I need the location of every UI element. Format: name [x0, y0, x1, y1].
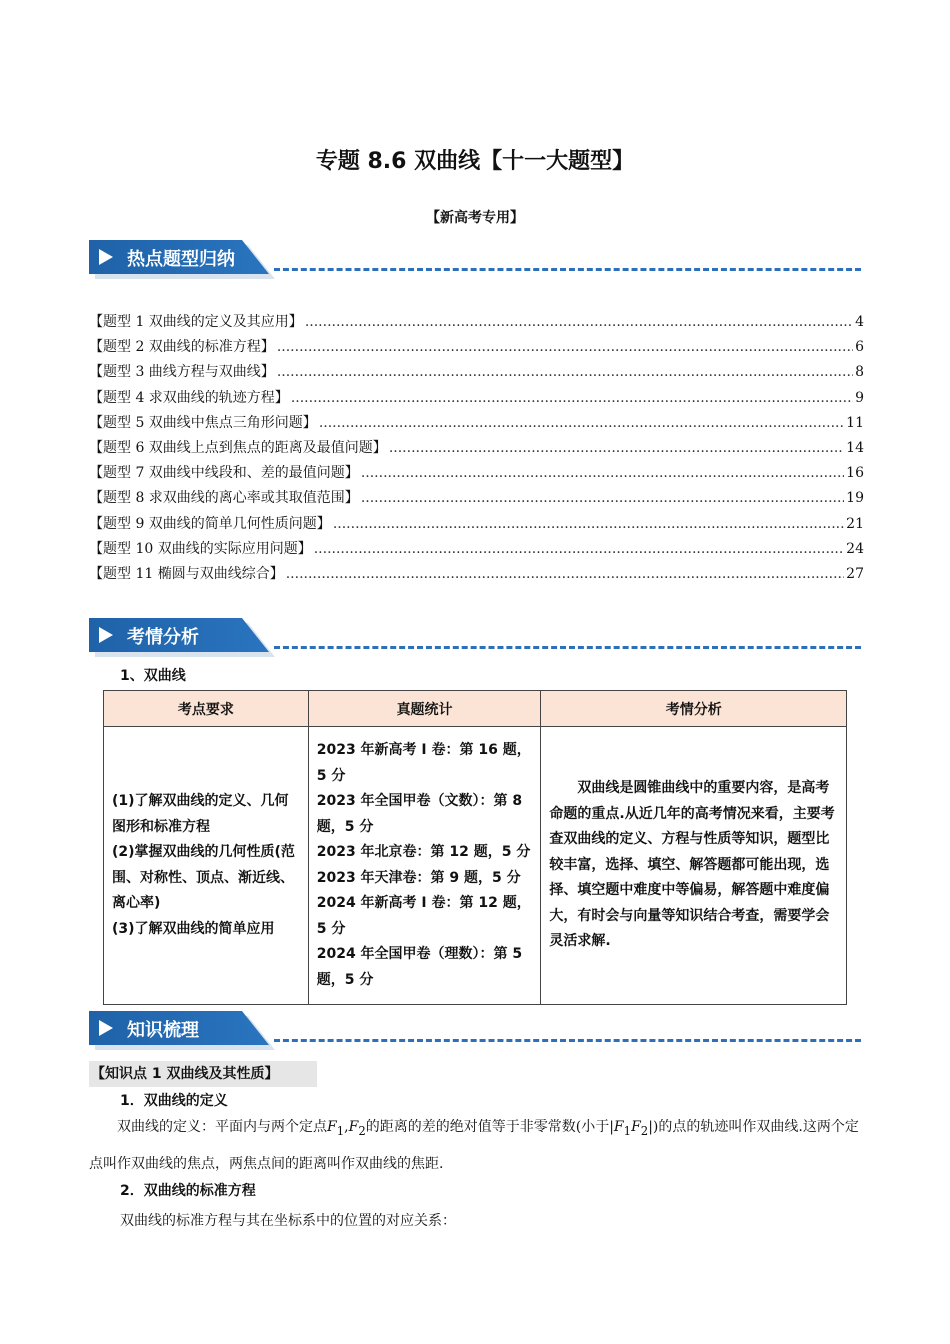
page-subtitle: 【新高考专用】	[426, 210, 524, 226]
toc-item[interactable]: 【题型 7 双曲线中线段和、差的最值问题】 ..... 16	[89, 462, 864, 487]
banner-label: 考情分析	[127, 627, 199, 648]
section-title: 1、双曲线	[120, 668, 186, 684]
banner-label: 知识梳理	[127, 1020, 199, 1041]
table-header: 考点要求	[104, 691, 309, 727]
definition-paragraph: 双曲线的定义：平面内与两个定点$F_1,F_2$的距离的差的绝对值等于非零常数(小于$|F_1F_2|$)的点的轨迹叫作双曲线.这两个定点叫作双曲线的焦点，两焦点间的距离叫作双曲线的焦距.	[89, 1119, 859, 1172]
toc-item[interactable]: 【题型 9 双曲线的简单几何性质问题】 ..... 21	[89, 513, 864, 538]
play-arrow-icon	[99, 627, 113, 643]
banner-label: 热点题型归纳	[127, 249, 235, 270]
dashed-divider	[274, 268, 861, 271]
table-header: 考情分析	[541, 691, 847, 727]
analysis-cell: 双曲线是圆锥曲线中的重要内容，是高考命题的重点.从近几年的高考情况来看，主要考查双曲线的定义、方程与性质等知识，题型比较丰富，选择、填空、解答题都可能出现，选择、填空题中难度中等偏易，解答题中难度偏大，有时会与向量等知识结合考查，需要学会灵活求解.	[541, 727, 847, 1005]
statistics-cell: 2023 年新高考 I 卷：第 16 题，5 分 2023 年全国甲卷（文数）：第 8 题，5 分 2023 年北京卷：第 12 题，5 分 2023 年天津卷：第 9 题，5 分 2024 年新高考 I 卷：第 12 题，5 分 2024 年全国甲卷（理数）：第 5 题，5 分	[308, 727, 541, 1005]
toc-item[interactable]: 【题型 10 双曲线的实际应用问题】 ..... 24	[89, 538, 864, 563]
toc-item[interactable]: 【题型 2 双曲线的标准方程】 ..... 6	[89, 336, 864, 361]
toc-item[interactable]: 【题型 6 双曲线上点到焦点的距离及最值问题】 ..... 14	[89, 437, 864, 462]
heading-definition: 1．双曲线的定义	[120, 1093, 228, 1109]
standard-equation-paragraph: 双曲线的标准方程与其在坐标系中的位置的对应关系：	[120, 1213, 456, 1229]
table-header: 真题统计	[308, 691, 541, 727]
exam-analysis-table	[103, 690, 847, 1005]
banner-hot-topics	[89, 240, 861, 276]
page-title: 专题 8.6 双曲线【十一大题型】	[315, 149, 635, 174]
dashed-divider	[274, 1039, 861, 1042]
play-arrow-icon	[99, 1020, 113, 1036]
knowledge-point-title: 【知识点 1 双曲线及其性质】	[89, 1061, 317, 1087]
banner-exam-analysis	[89, 618, 861, 654]
dashed-divider	[274, 646, 861, 649]
toc-item[interactable]: 【题型 11 椭圆与双曲线综合】 ..... 27	[89, 563, 864, 588]
table-of-contents	[89, 311, 864, 588]
toc-item[interactable]: 【题型 8 求双曲线的离心率或其取值范围】 ..... 19	[89, 487, 864, 512]
heading-standard-equation: 2．双曲线的标准方程	[120, 1183, 256, 1199]
requirements-cell: (1)了解双曲线的定义、几何图形和标准方程 (2)掌握双曲线的几何性质(范围、对称性、顶点、渐近线、离心率) (3)了解双曲线的简单应用	[104, 727, 309, 1005]
toc-item[interactable]: 【题型 5 双曲线中焦点三角形问题】 ..... 11	[89, 412, 864, 437]
toc-item[interactable]: 【题型 3 曲线方程与双曲线】 ..... 8	[89, 361, 864, 386]
play-arrow-icon	[99, 249, 113, 265]
toc-item[interactable]: 【题型 4 求双曲线的轨迹方程】 ..... 9	[89, 387, 864, 412]
banner-knowledge	[89, 1011, 861, 1047]
toc-item[interactable]: 【题型 1 双曲线的定义及其应用】 ..... 4	[89, 311, 864, 336]
